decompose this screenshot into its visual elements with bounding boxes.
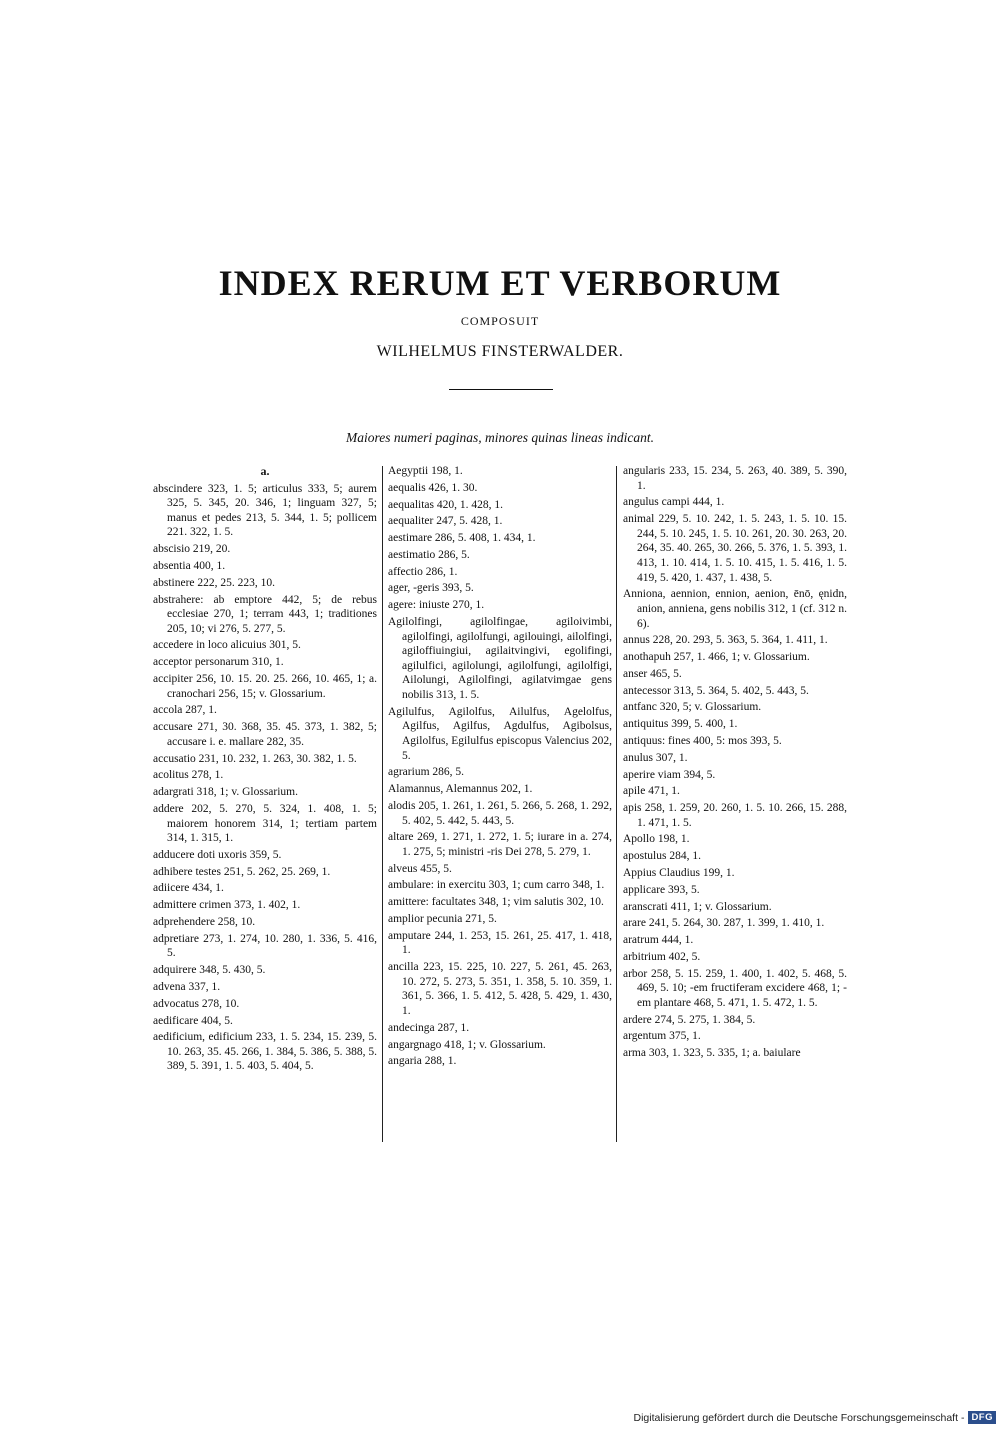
index-entry: aranscrati 411, 1; v. Glossarium. bbox=[623, 900, 772, 913]
index-entry: amplior pecunia 271, 5. bbox=[388, 913, 497, 925]
index-entry: accusare 271, 30. 368, 35. 45. 373, 1. 382, 5; accusare i. e. mallare 282, 35. bbox=[153, 721, 377, 748]
index-entry: Apollo 198, 1. bbox=[623, 833, 690, 846]
index-entry: Agilulfus, Agilolfus, Ailulfus, Agelolfus, Agilfus, Agilfus, Agdulfus, Agibolsus, Agilolfus, Egilulfus episcopus Valencius 202, 5. bbox=[388, 705, 612, 762]
index-entry: adprehendere 258, 10. bbox=[153, 916, 256, 928]
page-title: INDEX RERUM ET VERBORUM bbox=[218, 263, 782, 303]
index-entry: apis 258, 1. 259, 20. 260, 1. 5. 10. 266, 15. 288, 1. 471, 1. 5. bbox=[623, 802, 847, 829]
index-entry: argentum 375, 1. bbox=[623, 1030, 701, 1043]
index-entry: alodis 205, 1. 261, 1. 261, 5. 266, 5. 268, 1. 292, 5. 402, 5. 442, 5. 443, 5. bbox=[388, 799, 612, 827]
index-entry: aequaliter 247, 5. 428, 1. bbox=[388, 515, 503, 528]
index-entry: aequalitas 420, 1. 428, 1. bbox=[388, 498, 503, 511]
index-entry: alveus 455, 5. bbox=[388, 862, 452, 875]
index-entry: arare 241, 5. 264, 30. 287, 1. 399, 1. 410, 1. bbox=[623, 917, 825, 930]
index-entry: agere: iniuste 270, 1. bbox=[388, 599, 485, 612]
index-entry: adiicere 434, 1. bbox=[153, 882, 224, 895]
author-name: WILHELMUS FINSTERWALDER. bbox=[376, 343, 624, 360]
index-entry: arma 303, 1. 323, 5. 335, 1; a. baiulare bbox=[623, 1047, 801, 1060]
index-entry: antfanc 320, 5; v. Glossarium. bbox=[623, 701, 762, 714]
index-entry: advocatus 278, 10. bbox=[153, 997, 240, 1010]
index-entry: accola 287, 1. bbox=[153, 704, 217, 717]
index-entry: angargnago 418, 1; v. Glossarium. bbox=[388, 1038, 546, 1051]
index-entry: acceptor personarum 310, 1. bbox=[153, 656, 284, 669]
index-entry: arbor 258, 5. 15. 259, 1. 400, 1. 402, 5. 468, 5. 469, 5. 10; -em fructiferam excidere 468, 1; -em plantare 468, 5. 471, 1. 5. 472, 1. 5. bbox=[623, 967, 847, 1009]
index-entry: annus 228, 20. 293, 5. 363, 5. 364, 1. 411, 1. bbox=[623, 634, 828, 647]
index-entry: arbitrium 402, 5. bbox=[623, 950, 701, 963]
index-entry: Alamannus, Alemannus 202, 1. bbox=[388, 783, 533, 796]
index-entry: andecinga 287, 1. bbox=[388, 1021, 470, 1034]
index-entry: aedificium, edificium 233, 1. 5. 234, 15. 239, 5. 10. 263, 35. 45. 266, 1. 384, 5. 386, 5. 388, 5. 389, 5. 391, 1. 5. 403, 5. 404, 5. bbox=[153, 1031, 377, 1073]
index-entry: apile 471, 1. bbox=[623, 785, 680, 798]
title-divider bbox=[449, 389, 553, 390]
footer-text: Digitalisierung gefördert durch die Deutsche Forschungsgemeinschaft - bbox=[633, 1411, 965, 1424]
index-entry: angulus campi 444, 1. bbox=[623, 496, 725, 509]
index-entry: admittere crimen 373, 1. 402, 1. bbox=[153, 899, 301, 912]
index-entry: abscindere 323, 1. 5; articulus 333, 5; aurem 325, 5. 345, 20. 346, 1; linguam 327, 5; manus et pedes 213, 5. 344, 1. 5; pollicem 221. 322, 1. 5. bbox=[153, 482, 377, 539]
column-divider bbox=[382, 466, 383, 1142]
index-entry: aestimare 286, 5. 408, 1. 434, 1. bbox=[388, 532, 536, 545]
index-entry: apostulus 284, 1. bbox=[623, 850, 701, 863]
index-column-3 bbox=[623, 464, 847, 1063]
index-entry: addere 202, 5. 270, 5. 324, 1. 408, 1. 5; maiorem honorem 314, 1; tertiam partem 314, 1. 315, 1. bbox=[153, 802, 377, 845]
index-entry: advena 337, 1. bbox=[153, 980, 221, 993]
index-entry: aperire viam 394, 5. bbox=[623, 768, 716, 781]
index-entry: aestimatio 286, 5. bbox=[388, 548, 470, 561]
index-entry: adducere doti uxoris 359, 5. bbox=[153, 848, 282, 861]
index-column-1 bbox=[153, 464, 377, 1076]
dfg-footer bbox=[634, 1411, 996, 1424]
index-entry: ambulare: in exercitu 303, 1; cum carro 348, 1. bbox=[388, 879, 605, 892]
index-entry: ager, -geris 393, 5. bbox=[388, 582, 474, 595]
index-entry: accusatio 231, 10. 232, 1. 263, 30. 382, 1. 5. bbox=[153, 752, 357, 765]
index-entry: angularis 233, 15. 234, 5. 263, 40. 389, 5. 390, 1. bbox=[623, 465, 847, 492]
index-entry: ardere 274, 5. 275, 1. 384, 5. bbox=[623, 1013, 756, 1026]
index-entry: affectio 286, 1. bbox=[388, 565, 458, 578]
index-entry: aequalis 426, 1. 30. bbox=[388, 481, 478, 494]
index-entry: acolitus 278, 1. bbox=[153, 769, 224, 782]
index-entry: anulus 307, 1. bbox=[623, 751, 688, 764]
composuit-line: COMPOSUIT bbox=[460, 314, 540, 328]
index-column-2 bbox=[388, 464, 612, 1071]
index-entry: Appius Claudius 199, 1. bbox=[623, 867, 735, 880]
index-entry: adquirere 348, 5. 430, 5. bbox=[153, 964, 266, 977]
index-entry: abstinere 222, 25. 223, 10. bbox=[153, 576, 276, 589]
index-entry: adhibere testes 251, 5. 262, 25. 269, 1. bbox=[153, 865, 331, 878]
index-entry: antiquus: fines 400, 5: mos 393, 5. bbox=[623, 734, 782, 747]
section-letter: a. bbox=[260, 464, 270, 478]
index-entry: agrarium 286, 5. bbox=[388, 766, 465, 779]
index-entry: adargrati 318, 1; v. Glossarium. bbox=[153, 786, 299, 799]
index-entry: accipiter 256, 10. 15. 20. 25. 266, 10. 465, 1; a. cranochari 256, 15; v. Glossarium. bbox=[153, 673, 377, 700]
index-entry: abscisio 219, 20. bbox=[153, 543, 231, 556]
index-entry: anothapuh 257, 1. 466, 1; v. Glossarium. bbox=[623, 651, 810, 664]
column-divider bbox=[616, 466, 617, 1142]
index-entry: abstrahere: ab emptore 442, 5; de rebus ecclesiae 270, 1; terram 443, 1; traditiones 205, 10; vi 276, 5. 277, 5. bbox=[153, 593, 377, 635]
index-entry: antiquitus 399, 5. 400, 1. bbox=[623, 718, 738, 731]
index-entry: animal 229, 5. 10. 242, 1. 5. 243, 1. 5. 10. 15. 244, 5. 10. 245, 1. 5. 10. 261, 20. 30. 263, 20. 264, 35. 40. 265, 30. 266, 5. 376, 1. 5. 393, 1. 413, 1. 10. 414, 1. 5. 10. 415, 1. 5. 416, 1. 5. 419, 5. 420, 1. 437, 1. 438, 5. bbox=[623, 513, 847, 584]
dfg-logo-icon: DFG bbox=[968, 1411, 996, 1424]
index-entry: amputare 244, 1. 253, 15. 261, 25. 417, 1. 418, 1. bbox=[388, 929, 612, 957]
index-entry: applicare 393, 5. bbox=[623, 883, 700, 896]
index-entry: amittere: facultates 348, 1; vim salutis 302, 10. bbox=[388, 896, 604, 909]
index-entry: Agilolfingi, agilolfingae, agiloivimbi, agilolfingi, agilolfungi, agilouingi, ailolfingi, agiloffiuingiui, agilaitvingivi, egolifingi, agilulfici, agilolungi, agilolfungi, agilolfigi, Ailolungi, Agilolfingi, agilatvimgae gens nobilis 313, 1. 5. bbox=[388, 616, 612, 701]
index-entry: adpretiare 273, 1. 274, 10. 280, 1. 336, 5. 416, 5. bbox=[153, 932, 377, 960]
index-entry: absentia 400, 1. bbox=[153, 559, 226, 572]
index-entry: altare 269, 1. 271, 1. 272, 1. 5; iurare in a. 274, 1. 275, 5; ministri -ris Dei 278, 5. 279, 1. bbox=[388, 831, 612, 858]
index-entry: Anniona, aennion, ennion, aenion, ēnō, ęnidn, anion, anniena, gens nobilis 312, 1 (cf. 312 n. 6). bbox=[623, 588, 847, 630]
index-entry: angaria 288, 1. bbox=[388, 1055, 457, 1068]
index-entry: Aegyptii 198, 1. bbox=[388, 465, 463, 477]
index-entry: accedere in loco alicuius 301, 5. bbox=[153, 639, 301, 652]
index-entry: aedificare 404, 5. bbox=[153, 1014, 233, 1027]
index-entry: ancilla 223, 15. 225, 10. 227, 5. 261, 45. 263, 10. 272, 5. 273, 5. 351, 1. 358, 5. 10. 359, 1. 361, 5. 366, 1. 5. 412, 5. 428, 5. 429, 1. 430, 1. bbox=[388, 961, 612, 1017]
index-entry: antecessor 313, 5. 364, 5. 402, 5. 443, 5. bbox=[623, 684, 809, 697]
index-note: Maiores numeri paginas, minores quinas lineas indicant. bbox=[346, 430, 654, 445]
index-entry: anser 465, 5. bbox=[623, 667, 682, 680]
index-entry: aratrum 444, 1. bbox=[623, 934, 694, 947]
